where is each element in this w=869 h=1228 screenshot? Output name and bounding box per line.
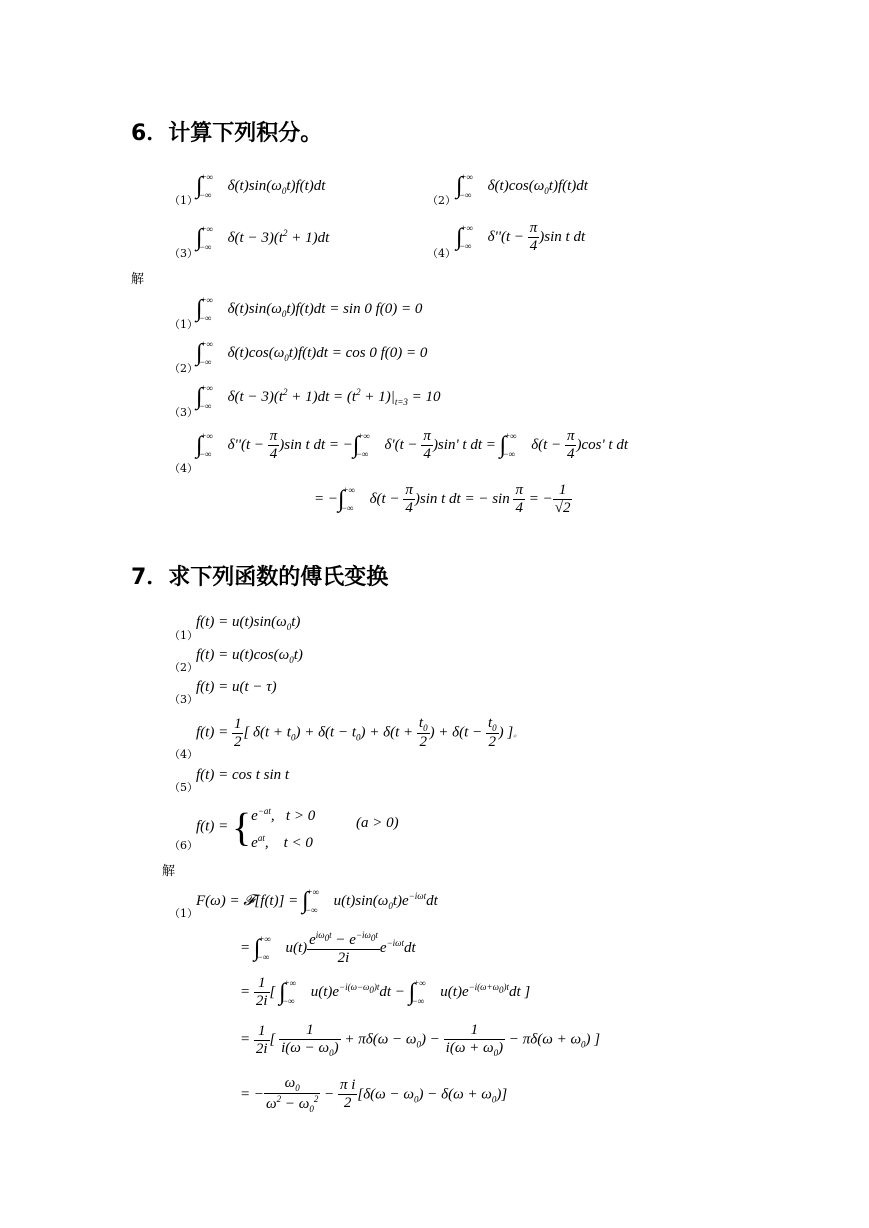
solution-7-1-label: （1） bbox=[169, 907, 198, 920]
solution-6-2-expr: $\int^{+\infty}_{-\infty}\delta(t)\cos(\omega_0t)f(t)dt = \cos 0$ f(0) = 0 bbox=[196, 338, 428, 367]
problem-6-1-expr: $\int^{+\infty}_{-\infty}\delta(t)\sin(\omega_0t)f(t)dt$ bbox=[196, 171, 326, 200]
problem-7-6-expr: $f(t) = \{e^{-at}$, t > 0 $e^{at}$, t < 0 bbox=[196, 804, 316, 851]
problem-6-2-expr: $\int^{+\infty}_{-\infty}\delta(t)\cos(\omega_0t)f(t)dt$ bbox=[456, 171, 588, 200]
problem-7-1-label: （1） bbox=[169, 629, 198, 642]
problem-6-4-label: （4） bbox=[427, 247, 456, 260]
problem-6-2-label: （2） bbox=[427, 194, 456, 207]
problem-7-6-condition: (a > 0) bbox=[356, 815, 399, 831]
solution-6-1-expr: $\int^{+\infty}_{-\infty}\delta(t)\sin(\omega_0t)f(t)dt = \sin 0$ f(0) = 0 bbox=[196, 294, 423, 323]
solution-7-1-line1: F(ω) = 𝓕[f(t)] = $\int^{+\infty}_{-\infty}u(t)\sin(\omega_0t)e^{-i\omega t}dt$ bbox=[196, 886, 438, 915]
solution-6-3-label: （3） bbox=[169, 406, 198, 419]
problem-7-2-expr: $f(t) = u(t)\cos(\omega_0t)$ bbox=[196, 647, 303, 665]
problem-7-6-label: （6） bbox=[169, 839, 198, 852]
problem-7-3-expr: f(t) = u(t − τ) bbox=[196, 679, 277, 695]
solution-7-1-line3: = $\frac{1}{2i}$ [ $\int^{+\infty}_{-\infty}u(t)e^{-i(\omega-\omega_0)t}dt - \int^{+\infty}_{-\infty}u(t)e^{-i(\omega+\omega_0)t}dt$ ] bbox=[240, 975, 531, 1010]
section-7-heading: 7．求下列函数的傅氏变换 bbox=[131, 565, 389, 590]
problem-6-1-label: （1） bbox=[169, 194, 198, 207]
solution-6-4-line2: = $-\int^{+\infty}_{-\infty}\delta(t$ − $\frac{\pi}{4}$ )sin t dt = − sin $\frac{\pi}{4}$ = − $\frac{1}{√2}$ bbox=[314, 482, 571, 517]
problem-6-4-expr: $\int^{+\infty}_{-\infty}\delta''(t$ − $\frac{\pi}{4}$ )sin t dt bbox=[456, 220, 586, 255]
solution-7-1-line4: = $\frac{1}{2i}$ [ $\frac{1}{i(\omega - \omega_0)}$ + $\pi\delta(\omega - \omega_0)$ − $\frac{1}{i(\omega + \omega_0)}$ − $\pi\delta(\omega + \omega_0)$ ] bbox=[240, 1022, 601, 1059]
solution-6-1-label: （1） bbox=[169, 318, 198, 331]
section-6-solution-label: 解 bbox=[131, 272, 145, 287]
solution-6-4-label: （4） bbox=[169, 462, 198, 475]
section-7-solution-label: 解 bbox=[162, 864, 176, 879]
problem-6-3-expr: $\int^{+\infty}_{-\infty}\delta(t - 3)(t^2 + 1)dt$ bbox=[196, 223, 330, 252]
problem-6-3-label: （3） bbox=[169, 247, 198, 260]
problem-7-1-expr: $f(t) = u(t)\sin(\omega_0t)$ bbox=[196, 614, 301, 632]
problem-7-2-label: （2） bbox=[169, 661, 198, 674]
problem-7-3-label: （3） bbox=[169, 693, 198, 706]
problem-7-4-label: （4） bbox=[169, 748, 198, 761]
solution-6-4-line1: $\int^{+\infty}_{-\infty}\delta''(t$ − $\frac{\pi}{4}$ )sin t dt = $-\int^{+\infty}_{-\infty}\delta'(t$ − $\frac{\pi}{4}$ )sin' t dt = $\int^{+\infty}_{-\infty}\delta(t$ − $\frac{\pi}{4}$ )cos' t dt bbox=[196, 428, 629, 463]
problem-7-5-expr: f(t) = cos t sin t bbox=[196, 767, 290, 783]
problem-7-5-label: （5） bbox=[169, 781, 198, 794]
solution-7-1-line5: = − $\frac{\omega_0}{\omega^2 - \omega_0^2}$ − $\frac{\text{π i}}{2}$ $[\delta(\omega - \omega_0) - \delta(\omega + \omega_0)]$ bbox=[240, 1075, 508, 1115]
problem-7-4-expr: f(t) = $\frac{1}{2}$ [ $\delta(t + t_0) + \delta(t - t_0) + \delta(t$ + $\frac{t_0}{2}$ ) + δ(t − $\frac{t_0}{2}$ ) ]。 bbox=[196, 715, 523, 751]
solution-7-1-line2: = $\int^{+\infty}_{-\infty}u(t)$ $e^{i\omega_0t} - e^{-i\omega_0t}$ 2i $e^{-i\omega t}dt$ bbox=[240, 930, 416, 967]
solution-6-2-label: （2） bbox=[169, 362, 198, 375]
section-6-heading: 6．计算下列积分。 bbox=[131, 121, 323, 146]
solution-6-3-expr: $\int^{+\infty}_{-\infty}\delta(t - 3)(t^2 + 1)dt = (t^2 + 1)|_{t=3} = 10$ bbox=[196, 382, 441, 411]
